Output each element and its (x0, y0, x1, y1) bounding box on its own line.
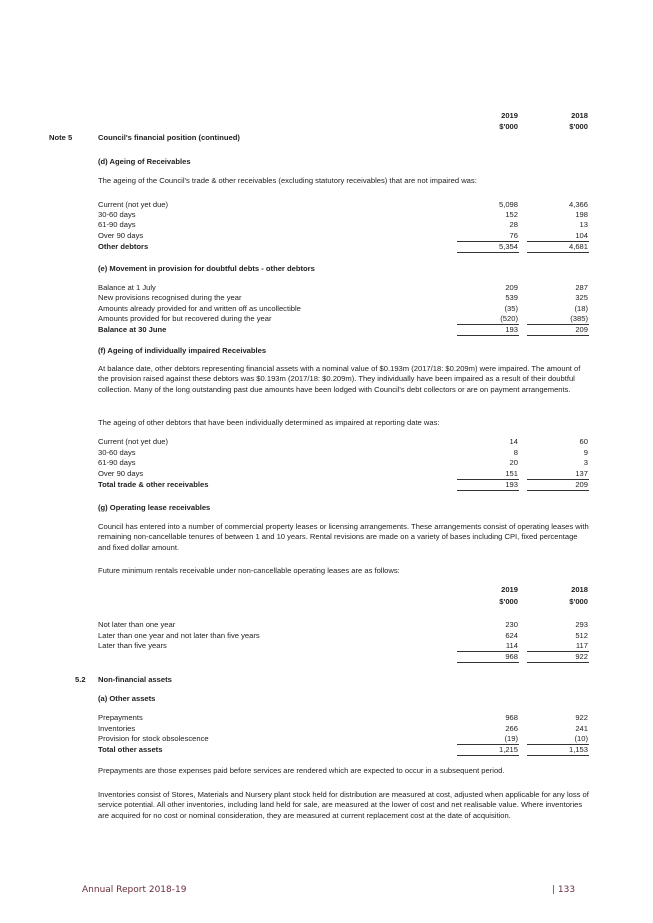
table-cell: 198 (575, 210, 588, 219)
total-cell: 5,354 (498, 242, 518, 251)
table-cell: (385) (570, 314, 588, 323)
section-d-heading: (d) Ageing of Receivables (98, 157, 191, 166)
page-number: | 133 (552, 885, 576, 895)
table-row-label: Amounts already provided for and written off as uncollectible (98, 304, 301, 313)
unit-2019-header: $'000 (499, 122, 518, 131)
prepayments-note: Prepayments are those expenses paid before services are rendered which are expected to occur in a subsequent period. (98, 766, 505, 775)
total-cell: 1,215 (498, 745, 518, 754)
table-cell: 117 (575, 641, 588, 650)
year-2019-header: 2019 (501, 111, 518, 120)
total-rule (457, 335, 519, 336)
total-cell: 4,681 (568, 242, 588, 251)
section-f-paragraph: At balance date, other debtors representing financial assets with a nominal value of $0.193m (2017/18: $0.209m) were impaired. The amount of the provision raised against these debtors was $0.193m (2017/18: $0.209m). They individually have been impaired as a result of their doubtful collection. Many of the long outstanding past due amounts have been lodged with Council's debt collectors or are on payment arrangements. (98, 364, 581, 394)
table-cell: 325 (575, 293, 588, 302)
table-cell: 209 (505, 283, 518, 292)
table-cell: 922 (575, 713, 588, 722)
table-row-label: Over 90 days (98, 469, 144, 478)
section-e-heading: (e) Movement in provision for doubtful debts - other debtors (98, 264, 315, 273)
year-2018-header: 2018 (571, 111, 588, 120)
total-rule (527, 335, 589, 336)
table-cell: 241 (575, 724, 588, 733)
total-cell: 1,153 (568, 745, 588, 754)
table-cell: 8 (513, 448, 518, 457)
section-g-intro: Future minimum rentals receivable under non-cancellable operating leases are as follows: (98, 566, 400, 575)
table-cell: (18) (574, 304, 588, 313)
section-g-heading: (g) Operating lease receivables (98, 503, 211, 512)
table-cell: 13 (579, 220, 588, 229)
section-a-heading: (a) Other assets (98, 694, 156, 703)
total-row-label: Other debtors (98, 242, 149, 251)
table-row-label: 30-60 days (98, 448, 136, 457)
table-row-label: New provisions recognised during the year (98, 293, 242, 302)
total-cell: 922 (575, 652, 588, 661)
table-row-label: Amounts provided for but recovered during the year (98, 314, 272, 323)
table-cell: 151 (505, 469, 518, 478)
unit-2018-header: $'000 (569, 122, 588, 131)
table-cell: 28 (509, 220, 518, 229)
total-cell: 209 (575, 325, 588, 334)
table-cell: 14 (509, 437, 518, 446)
note-title: Council's financial position (continued) (98, 133, 240, 142)
table-cell: 266 (505, 724, 518, 733)
table-cell: 230 (505, 620, 518, 629)
section-f-intro: The ageing of other debtors that have been individually determined as impaired at reporting date was: (98, 418, 440, 427)
note-label: Note 5 (49, 133, 73, 142)
year-2018-subheader: 2018 (571, 585, 588, 594)
table-cell: 60 (579, 437, 588, 446)
total-cell: 193 (505, 325, 518, 334)
total-rule (457, 755, 519, 756)
unit-2019-subheader: $'000 (499, 597, 518, 606)
total-cell: 209 (575, 480, 588, 489)
table-cell: (35) (504, 304, 518, 313)
table-cell: 152 (505, 210, 518, 219)
table-row-label: Later than one year and not later than five years (98, 631, 260, 640)
table-cell: 3 (583, 458, 588, 467)
inventories-note: Inventories consist of Stores, Materials and Nursery plant stock held for distribution are measured at cost, adjusted when applicable for any loss of service potential. All other inventories, including land held for sale, are measured at the lower of cost and net realisable value. Where inventories are acquired for no cost or nominal consideration, they are measured at current replacement cost at the date of acquisition. (98, 790, 589, 820)
table-cell: 624 (505, 631, 518, 640)
table-row-label: Current (not yet due) (98, 437, 169, 446)
table-cell: 968 (505, 713, 518, 722)
table-cell: 4,366 (568, 200, 588, 209)
total-row-label: Balance at 30 June (98, 325, 167, 334)
total-rule (457, 490, 519, 491)
table-row-label: Later than five years (98, 641, 167, 650)
table-cell: 20 (509, 458, 518, 467)
unit-2018-subheader: $'000 (569, 597, 588, 606)
total-cell: 193 (505, 480, 518, 489)
footer-report-title: Annual Report 2018-19 (82, 885, 187, 895)
table-row-label: 30-60 days (98, 210, 136, 219)
total-rule (527, 252, 589, 253)
section-f-heading: (f) Ageing of individually impaired Receivables (98, 346, 267, 355)
table-cell: (10) (574, 734, 588, 743)
total-rule (527, 755, 589, 756)
section-g-paragraph: Council has entered into a number of commercial property leases or licensing arrangements. These arrangements consist of operating leases with remaining non-cancellable tenures of between 1 and 10 years. Rental revisions are made on a variety of bases including CPI, fixed percentage and fixed dollar amount. (98, 522, 589, 552)
table-row-label: Balance at 1 July (98, 283, 156, 292)
table-cell: 76 (509, 231, 518, 240)
total-row-label: Total trade & other receivables (98, 480, 209, 489)
section-title: Non-financial assets (98, 675, 172, 684)
table-row-label: Provision for stock obsolescence (98, 734, 209, 743)
total-rule (527, 662, 589, 663)
table-cell: 9 (583, 448, 588, 457)
year-2019-subheader: 2019 (501, 585, 518, 594)
table-row-label: Prepayments (98, 713, 143, 722)
total-rule (457, 662, 519, 663)
total-rule (457, 252, 519, 253)
table-cell: 512 (575, 631, 588, 640)
table-cell: 5,098 (498, 200, 518, 209)
table-row-label: Current (not yet due) (98, 200, 169, 209)
table-row-label: 61-90 days (98, 458, 136, 467)
table-cell: (19) (504, 734, 518, 743)
total-cell: 968 (505, 652, 518, 661)
total-rule (527, 490, 589, 491)
table-cell: 137 (575, 469, 588, 478)
table-cell: 114 (505, 641, 518, 650)
table-row-label: Not later than one year (98, 620, 176, 629)
table-row-label: Inventories (98, 724, 136, 733)
table-cell: 293 (575, 620, 588, 629)
table-cell: (520) (500, 314, 518, 323)
table-cell: 539 (505, 293, 518, 302)
section-d-intro: The ageing of the Council's trade & other receivables (excluding statutory receivables) that are not impaired was: (98, 176, 477, 185)
table-row-label: Over 90 days (98, 231, 144, 240)
total-row-label: Total other assets (98, 745, 163, 754)
section-number: 5.2 (75, 675, 86, 684)
table-cell: 287 (575, 283, 588, 292)
table-row-label: 61-90 days (98, 220, 136, 229)
table-cell: 104 (575, 231, 588, 240)
